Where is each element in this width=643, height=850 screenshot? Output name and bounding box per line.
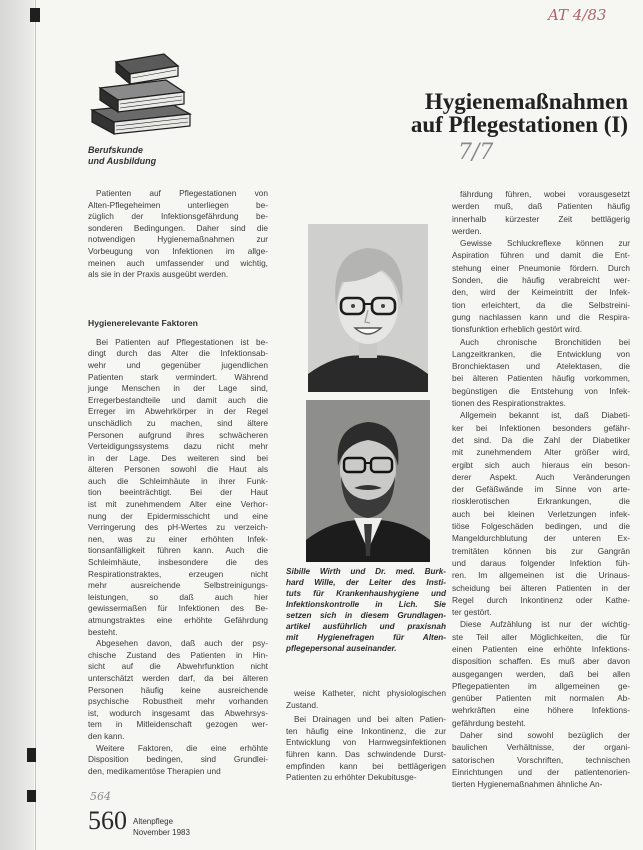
- binding-strip: [0, 0, 34, 850]
- text-line: sicht auf die Abwehrfunktion nicht: [88, 661, 268, 672]
- text-line: empfinden kann bei bettlägerigen: [286, 760, 446, 771]
- text-line: Langzeitkranken, die Entwicklung von: [452, 348, 630, 359]
- paragraph: [88, 638, 268, 742]
- paragraph: [452, 729, 630, 790]
- paragraph: [452, 336, 630, 410]
- binder-clip-mark: [27, 748, 36, 762]
- text-line: Erreger im Abwehrkörper in der Regel: [88, 406, 268, 417]
- text-line: Respirationstraktes, erzeugen nicht: [88, 568, 268, 579]
- text-line: Entwicklung von Harnwegsinfektionen: [286, 737, 446, 748]
- text-line: Vorbeugung von Infektionen im allge-: [88, 245, 268, 256]
- text-line: Regel durch Inkontinenz oder Kathe-: [452, 594, 630, 605]
- caption-line: Sibille Wirth und Dr. med. Burk-: [286, 567, 446, 576]
- text-line: auch die Schleimhäute in ihrer Funk-: [88, 475, 268, 486]
- column-left: [88, 188, 268, 777]
- text-line: Disposition bedingen, sind Grundlei-: [88, 754, 268, 765]
- paragraph: [452, 409, 630, 618]
- page-number: 560: [88, 806, 127, 835]
- caption-line: artikel ausführlich und praxisnah: [286, 622, 446, 631]
- text-line: tiöse Folgeschäden bedingen, und die: [452, 521, 630, 532]
- text-line: ren. Im allgemeinen ist die Urinaus-: [452, 570, 630, 581]
- text-line: Pflegepatienten im allgemeinen ge-: [452, 680, 630, 691]
- section-label-line2: und Ausbildung: [88, 156, 157, 166]
- text-line: Bei Drainagen und bei alten Patien-: [294, 714, 446, 725]
- paragraph: [452, 618, 630, 729]
- caption-line: pflegepersonal auseinander.: [286, 644, 397, 653]
- text-line: sonderen Bedingungen. Daher sind die: [88, 222, 268, 233]
- text-line: innerhalb kürzester Zeit bettlägerig: [452, 213, 630, 224]
- text-line: werden muß, daß Patienten häufig: [452, 201, 630, 212]
- text-line: tierten Hygienemaßnahmen ähnliche An-: [452, 779, 603, 790]
- text-line: gefährdung besteht.: [452, 717, 526, 728]
- text-line: bei älteren Patienten häufig vorkommen,: [452, 373, 630, 384]
- text-line: notwendigen Hygienemaßnahmen zur: [88, 234, 268, 245]
- text-line: satorischen Vorschriften, technischen: [452, 754, 630, 765]
- text-line: unterschätzt werden darf, da bei älteren: [88, 672, 268, 683]
- text-line: Gewisse Schluckreflexe können zur: [460, 238, 630, 249]
- text-line: stehung einer Pneumonie fördern. Durch: [452, 262, 630, 273]
- text-line: leistungen, so daß auch hier: [88, 591, 268, 602]
- paragraph: [88, 337, 268, 638]
- text-line: Diese Aufzählung ist nur der wichtig-: [460, 619, 630, 630]
- text-line: tionsanfälligkeit führen kann. Auch die: [88, 545, 268, 556]
- text-line: begünstigen die Entstehung von Infek-: [452, 385, 630, 396]
- text-line: ker bei Infektionen besonders gefähr-: [452, 422, 630, 433]
- text-line: ist, wodurch insgesamt das Abwehrsys-: [88, 707, 268, 718]
- text-line: einen Patienten eine erhöhte Infektions-: [452, 643, 630, 654]
- section-label: [88, 145, 156, 167]
- text-line: Einrichtungen und der patientenorien-: [452, 766, 630, 777]
- text-line: züglich der Infektionsgefährdung be-: [88, 211, 268, 222]
- text-line: ten häufig eine Inkontinenz, die zur: [286, 725, 446, 736]
- text-line: scheidung bei älteren Patienten in der: [452, 582, 630, 593]
- text-line: der Gefäßwände im Sinne von arte-: [452, 484, 630, 495]
- text-line: atmungstraktes eine erhöhte Gefährdung: [88, 615, 268, 625]
- section-heading: Hygienerelevante Faktoren: [88, 317, 198, 328]
- paragraph: [452, 237, 630, 335]
- text-line: tion beeinträchtigt. Bei der Haut: [88, 487, 268, 498]
- caption-line: tuts für Krankenhaushygiene und: [286, 589, 446, 598]
- text-line: Abgesehen davon, daß auch der psy-: [96, 638, 268, 649]
- text-line: tremitäten können bis zur Gangrän: [452, 545, 630, 556]
- text-line: disposition schaffen. Es muß aber davon: [452, 656, 630, 667]
- text-line: meinen auch umfassender und wichtig,: [88, 257, 268, 268]
- text-line: Mangeldurchblutung der unteren Ex-: [452, 533, 630, 544]
- caption-line: Infektionskontrolle in Lich. Sie: [286, 600, 446, 609]
- binding-edge-line: [35, 0, 36, 850]
- text-line: den, wird der Keimeintritt der Infek-: [452, 287, 630, 298]
- title-line2: auf Pflegestationen (I): [410, 112, 628, 137]
- text-line: Allgemein bekannt ist, daß Diabeti-: [460, 410, 630, 421]
- text-line: Patienten stark vermindert. Während: [88, 371, 268, 382]
- text-line: Weitere Faktoren, die eine erhöhte: [96, 742, 268, 753]
- text-line: mehr ausreichende Selbstreinigungs-: [88, 580, 268, 591]
- text-line: Personen häufig keine ausreichende: [88, 684, 268, 695]
- text-line: tem in Mitleidenschaft gezogen wer-: [88, 719, 268, 730]
- text-line: Bronchiektasen und Atelektasen, die: [452, 361, 630, 372]
- paragraph: [88, 188, 268, 281]
- section-label-line1: Berufskunde: [88, 145, 144, 155]
- text-line: weise Katheter, nicht physiologischen: [294, 688, 446, 698]
- text-line: fährdung führen, wobei vorausgesetzt: [460, 189, 630, 199]
- text-line: Daher sind sowohl bezüglich der: [460, 730, 630, 741]
- text-line: psychische Robustheit mehr vorhanden: [88, 696, 268, 707]
- binder-clip-mark: [30, 8, 40, 22]
- text-line: ausgegangen werden, daß bei allen: [452, 668, 630, 679]
- text-line: in der Lage. Des weiteren sind bei: [88, 452, 268, 463]
- author-photo-woman: [308, 224, 428, 392]
- text-line: als sie in der Praxis ausgeübt werden.: [88, 269, 229, 280]
- caption-line: hard Wille, der Leiter des Insti-: [286, 578, 446, 587]
- text-line: Verringerung des pH-Wertes zu verzeich-: [88, 522, 268, 533]
- book-top: [116, 54, 178, 84]
- handwritten-note-top: AT 4/83: [548, 6, 607, 24]
- text-line: den kann.: [88, 730, 125, 741]
- paragraph: [452, 188, 630, 237]
- author-photo-man: [306, 400, 430, 562]
- binder-clip-mark: [27, 790, 36, 802]
- handwritten-note-title: 7/7: [458, 140, 494, 165]
- text-line: wehrkräften eine höhere Infektions-: [452, 705, 630, 716]
- text-line: derer Aspekt. Auch Veränderungen: [452, 471, 630, 482]
- text-line: Zustand.: [286, 699, 319, 710]
- text-line: den, medikamentöse Therapien und: [88, 765, 221, 776]
- column-middle: [286, 688, 446, 784]
- text-line: riosklerotischen Erkrankungen, die: [452, 496, 630, 507]
- text-line: gewissermaßen für Infektionen des Be-: [88, 603, 268, 614]
- text-line: tionen des Respirationstraktes.: [452, 398, 566, 409]
- text-line: nung der Epidermisschicht und eine: [88, 510, 268, 521]
- text-line: älteren Personen sowohl die Haut als: [88, 464, 268, 475]
- magazine-name: Altenpflege: [133, 817, 174, 826]
- paragraph: [88, 743, 268, 778]
- text-line: Aspiration führen und damit die Ent-: [452, 250, 630, 261]
- issue-date: November 1983: [133, 827, 190, 837]
- footer-publication: [133, 817, 190, 838]
- text-line: ist mit zunehmendem Alter eine Verhor-: [88, 499, 268, 510]
- handwritten-page-note: 564: [90, 790, 111, 803]
- caption-line: setzen sich in diesem Grundlagen-: [286, 611, 446, 620]
- title-line1: Hygienemaßnahmen: [424, 89, 628, 114]
- paragraph: [286, 688, 446, 711]
- paragraph: [286, 714, 446, 784]
- books-illustration: [86, 40, 194, 142]
- text-line: dingt durch das Alter die Infektionsab-: [88, 348, 268, 359]
- text-line: Patienten zu erhöhter Dekubitusge-: [286, 772, 417, 783]
- text-line: ste Teil aller Möglichkeiten, die für: [452, 631, 630, 642]
- text-line: tion erleichtert, da die Selbstreini-: [452, 299, 630, 310]
- text-line: ergibt sich auch hieraus ein beson-: [452, 459, 630, 470]
- text-line: genüber Patienten mit normalen Ab-: [452, 693, 630, 704]
- text-line: besteht.: [88, 626, 118, 637]
- text-line: auch bei kleinen Verletzungen infek-: [452, 508, 630, 519]
- text-line: nen, was zu einer erhöhten Infek-: [88, 533, 268, 544]
- text-line: det sind. Da die Zahl der Diabetiker: [452, 434, 630, 445]
- text-line: Sonden, die häufig verabreicht wer-: [452, 275, 630, 286]
- text-line: werden.: [452, 225, 482, 236]
- text-line: chische Zustand des Patienten in Hin-: [88, 649, 268, 660]
- text-line: Auch chronische Bronchitiden bei: [460, 336, 630, 347]
- text-line: ter gestört.: [452, 607, 492, 618]
- text-line: und daraus folgender Infektion füh-: [452, 557, 630, 568]
- text-line: mit zunehmendem Alter größer wird,: [452, 447, 630, 458]
- column-right: [452, 188, 630, 791]
- text-line: gung nachlassen kann und die Respira-: [452, 311, 630, 322]
- text-line: unschädlich zu machen, sind ältere: [88, 417, 268, 428]
- text-line: Personen aufgrund ihres schwächeren: [88, 429, 268, 440]
- text-line: führen kann. Das schwindende Durst-: [286, 748, 446, 759]
- text-line: tionsfunktion erheblich gestört wird.: [452, 324, 583, 335]
- text-line: junge Menschen in der Lage sind,: [88, 383, 268, 394]
- text-line: baulichen Verhältnisse, der organi-: [452, 742, 630, 753]
- text-line: Schleimhäute, insbesondere die des: [88, 557, 268, 568]
- text-line: Alten-Pflegeheimen unterliegen be-: [88, 199, 268, 210]
- caption-line: mit Hygienefragen für Alten-: [286, 633, 446, 642]
- text-line: wehr und gegenüber jugendlichen: [88, 359, 268, 370]
- text-line: Bei Patienten auf Pflegestationen ist be-: [96, 336, 268, 347]
- text-line: Erregerbestandteile und damit auch die: [88, 394, 268, 405]
- photo-caption: [286, 566, 446, 654]
- article-title: [411, 90, 628, 136]
- text-line: Verteidigungssystems dazu nicht mehr: [88, 441, 268, 452]
- text-line: Patienten auf Pflegestationen von: [96, 188, 268, 198]
